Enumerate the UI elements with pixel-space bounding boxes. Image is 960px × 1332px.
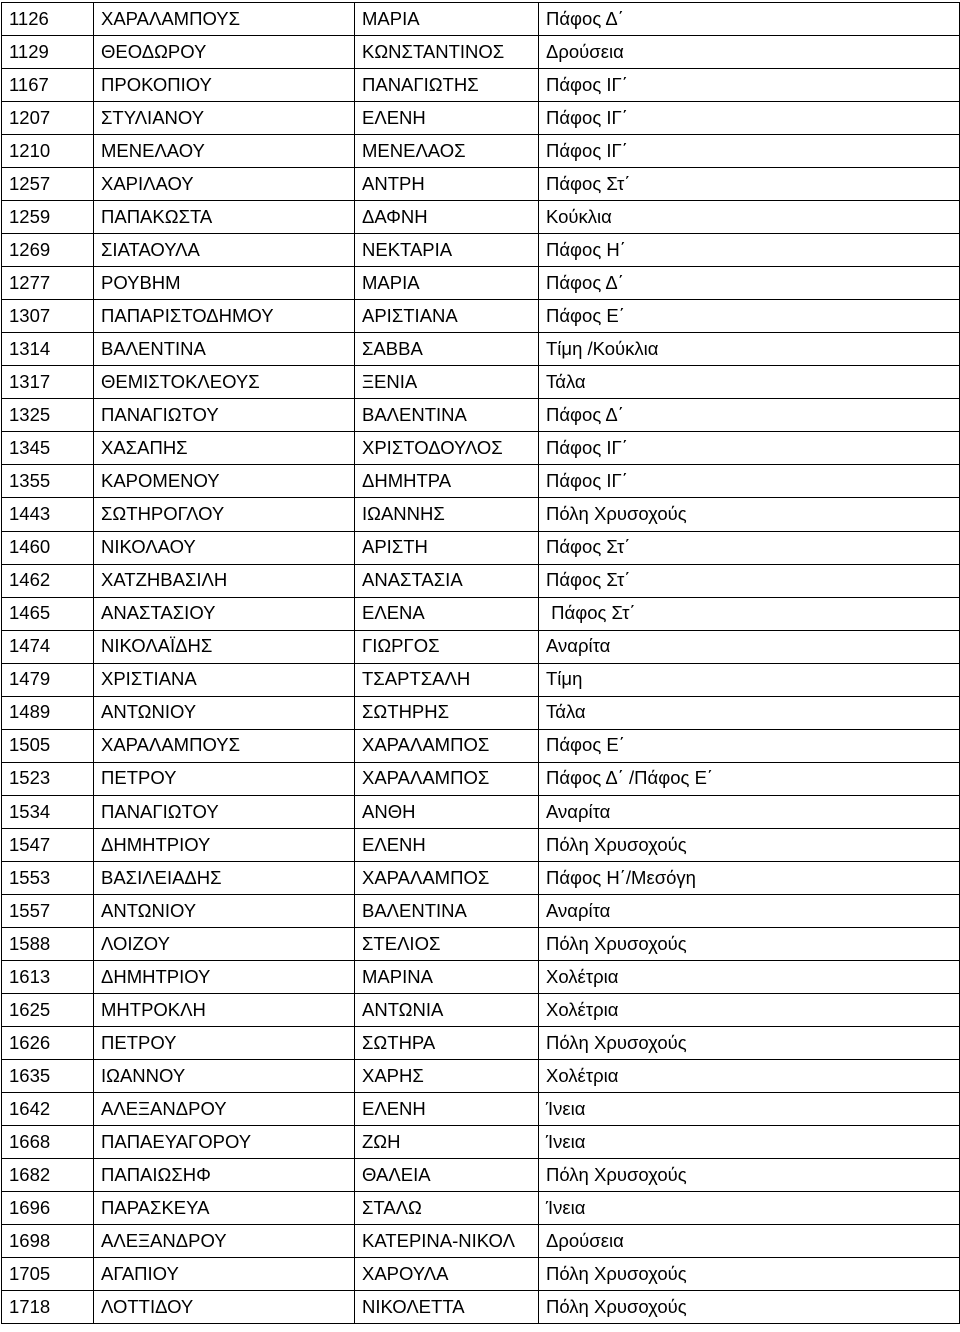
- surname-cell: ΠΑΠΑΙΩΣΗΦ: [94, 1159, 355, 1192]
- surname-cell: ΑΛΕΞΑΝΔΡΟΥ: [94, 1093, 355, 1126]
- first-name-cell: ΑΡΙΣΤΗ: [355, 531, 539, 564]
- surname-cell: ΑΝΤΩΝΙΟΥ: [94, 696, 355, 729]
- id-cell: 1705: [2, 1258, 94, 1291]
- id-cell: 1642: [2, 1093, 94, 1126]
- surname-cell: ΑΝΤΩΝΙΟΥ: [94, 894, 355, 927]
- table-row: [2, 1159, 960, 1192]
- id-cell: 1167: [2, 69, 94, 102]
- table-row: [2, 597, 960, 630]
- surname-cell: ΠΕΤΡΟΥ: [94, 762, 355, 795]
- first-name-cell: ΚΑΤΕΡΙΝΑ-ΝΙΚΟΛ: [355, 1225, 539, 1258]
- table-row: [2, 234, 960, 267]
- surname-cell: ΠΡΟΚΟΠΙΟΥ: [94, 69, 355, 102]
- area-cell: Δρούσεια: [539, 1225, 960, 1258]
- area-cell: Πάφος Η΄/Μεσόγη: [539, 861, 960, 894]
- table-row: [2, 1060, 960, 1093]
- id-cell: 1613: [2, 960, 94, 993]
- first-name-cell: ΒΑΛΕΝΤΙΝΑ: [355, 399, 539, 432]
- area-cell: Πάφος ΙΓ΄: [539, 102, 960, 135]
- area-cell: Πάφος Ε΄: [539, 300, 960, 333]
- area-cell: Πόλη Χρυσοχούς: [539, 498, 960, 531]
- id-cell: 1465: [2, 597, 94, 630]
- first-name-cell: ΙΩΑΝΝΗΣ: [355, 498, 539, 531]
- first-name-cell: ΚΩΝΣΤΑΝΤΙΝΟΣ: [355, 36, 539, 69]
- table-row: [2, 399, 960, 432]
- area-cell: Ίνεια: [539, 1093, 960, 1126]
- area-cell: Χολέτρια: [539, 960, 960, 993]
- surname-cell: ΧΑΤΖΗΒΑΣΙΛΗ: [94, 564, 355, 597]
- first-name-cell: ΧΑΡΗΣ: [355, 1060, 539, 1093]
- first-name-cell: ΜΑΡΙΑ: [355, 3, 539, 36]
- surname-cell: ΜΕΝΕΛΑΟΥ: [94, 135, 355, 168]
- area-cell: Πάφος Δ΄ /Πάφος Ε΄: [539, 762, 960, 795]
- id-cell: 1129: [2, 36, 94, 69]
- id-cell: 1345: [2, 432, 94, 465]
- first-name-cell: ΣΑΒΒΑ: [355, 333, 539, 366]
- surname-cell: ΧΑΡΑΛΑΜΠΟΥΣ: [94, 3, 355, 36]
- surname-cell: ΠΕΤΡΟΥ: [94, 1026, 355, 1059]
- area-cell: Πάφος Στ΄: [539, 531, 960, 564]
- id-cell: 1474: [2, 630, 94, 663]
- table-row: [2, 465, 960, 498]
- surname-cell: ΒΑΣΙΛΕΙΑΔΗΣ: [94, 861, 355, 894]
- id-cell: 1462: [2, 564, 94, 597]
- first-name-cell: ΣΩΤΗΡΑ: [355, 1026, 539, 1059]
- first-name-cell: ΝΕΚΤΑΡΙΑ: [355, 234, 539, 267]
- area-cell: Ίνεια: [539, 1126, 960, 1159]
- id-cell: 1557: [2, 894, 94, 927]
- id-cell: 1317: [2, 366, 94, 399]
- area-cell: Αναρίτα: [539, 894, 960, 927]
- surname-cell: ΣΙΑΤΑΟΥΛΑ: [94, 234, 355, 267]
- table-row: [2, 3, 960, 36]
- area-cell: Πόλη Χρυσοχούς: [539, 1258, 960, 1291]
- table-row: [2, 102, 960, 135]
- first-name-cell: ΝΙΚΟΛΕΤΤΑ: [355, 1291, 539, 1324]
- table-row: [2, 630, 960, 663]
- area-cell: Αναρίτα: [539, 630, 960, 663]
- first-name-cell: ΧΡΙΣΤΟΔΟΥΛΟΣ: [355, 432, 539, 465]
- surname-cell: ΑΝΑΣΤΑΣΙΟΥ: [94, 597, 355, 630]
- area-cell: Πάφος Δ΄: [539, 3, 960, 36]
- area-cell: Τίμη: [539, 663, 960, 696]
- table-row: [2, 531, 960, 564]
- surname-cell: ΠΑΠΑΕΥΑΓΟΡΟΥ: [94, 1126, 355, 1159]
- surname-cell: ΛΟΤΤΙΔΟΥ: [94, 1291, 355, 1324]
- surname-cell: ΧΡΙΣΤΙΑΝΑ: [94, 663, 355, 696]
- table-body: [2, 3, 960, 1324]
- table-row: [2, 333, 960, 366]
- surname-cell: ΘΕΟΔΩΡΟΥ: [94, 36, 355, 69]
- id-cell: 1523: [2, 762, 94, 795]
- first-name-cell: ΑΝΤΡΗ: [355, 168, 539, 201]
- surname-cell: ΚΑΡΟΜΕΝΟΥ: [94, 465, 355, 498]
- first-name-cell: ΕΛΕΝΗ: [355, 102, 539, 135]
- records-table: [1, 2, 960, 1324]
- first-name-cell: ΠΑΝΑΓΙΩΤΗΣ: [355, 69, 539, 102]
- area-cell: Πάφος ΙΓ΄: [539, 135, 960, 168]
- table-row: [2, 1258, 960, 1291]
- area-cell: Πάφος ΙΓ΄: [539, 432, 960, 465]
- area-cell: Πάφος Δ΄: [539, 267, 960, 300]
- table-row: [2, 267, 960, 300]
- first-name-cell: ΤΣΑΡΤΣΑΛΗ: [355, 663, 539, 696]
- table-row: [2, 1291, 960, 1324]
- id-cell: 1307: [2, 300, 94, 333]
- id-cell: 1547: [2, 828, 94, 861]
- table-row: [2, 564, 960, 597]
- area-cell: Δρούσεια: [539, 36, 960, 69]
- surname-cell: ΠΑΝΑΓΙΩΤΟΥ: [94, 795, 355, 828]
- area-cell: Πόλη Χρυσοχούς: [539, 927, 960, 960]
- id-cell: 1355: [2, 465, 94, 498]
- surname-cell: ΔΗΜΗΤΡΙΟΥ: [94, 960, 355, 993]
- surname-cell: ΘΕΜΙΣΤΟΚΛΕΟΥΣ: [94, 366, 355, 399]
- area-cell: Πάφος ΙΓ΄: [539, 465, 960, 498]
- first-name-cell: ΑΡΙΣΤΙΑΝΑ: [355, 300, 539, 333]
- area-cell: Πάφος Δ΄: [539, 399, 960, 432]
- id-cell: 1210: [2, 135, 94, 168]
- first-name-cell: ΞΕΝΙΑ: [355, 366, 539, 399]
- first-name-cell: ΣΤΑΛΩ: [355, 1192, 539, 1225]
- surname-cell: ΜΗΤΡΟΚΛΗ: [94, 993, 355, 1026]
- first-name-cell: ΧΑΡΑΛΑΜΠΟΣ: [355, 762, 539, 795]
- first-name-cell: ΑΝΑΣΤΑΣΙΑ: [355, 564, 539, 597]
- area-cell: Τίμη /Κούκλια: [539, 333, 960, 366]
- id-cell: 1325: [2, 399, 94, 432]
- first-name-cell: ΧΑΡΑΛΑΜΠΟΣ: [355, 729, 539, 762]
- table-row: [2, 366, 960, 399]
- id-cell: 1696: [2, 1192, 94, 1225]
- area-cell: Τάλα: [539, 366, 960, 399]
- id-cell: 1553: [2, 861, 94, 894]
- table-row: [2, 300, 960, 333]
- table-row: [2, 135, 960, 168]
- first-name-cell: ΜΑΡΙΑ: [355, 267, 539, 300]
- id-cell: 1668: [2, 1126, 94, 1159]
- surname-cell: ΑΛΕΞΑΝΔΡΟΥ: [94, 1225, 355, 1258]
- surname-cell: ΠΑΠΑΚΩΣΤΑ: [94, 201, 355, 234]
- surname-cell: ΧΑΡΑΛΑΜΠΟΥΣ: [94, 729, 355, 762]
- table-row: [2, 993, 960, 1026]
- first-name-cell: ΔΗΜΗΤΡΑ: [355, 465, 539, 498]
- first-name-cell: ΓΙΩΡΓΟΣ: [355, 630, 539, 663]
- surname-cell: ΙΩΑΝΝΟΥ: [94, 1060, 355, 1093]
- first-name-cell: ΣΤΕΛΙΟΣ: [355, 927, 539, 960]
- id-cell: 1269: [2, 234, 94, 267]
- id-cell: 1479: [2, 663, 94, 696]
- surname-cell: ΡΟΥΒΗΜ: [94, 267, 355, 300]
- first-name-cell: ΕΛΕΝΗ: [355, 828, 539, 861]
- area-cell: Πάφος Ε΄: [539, 729, 960, 762]
- table-row: [2, 1026, 960, 1059]
- area-cell: Πόλη Χρυσοχούς: [539, 828, 960, 861]
- id-cell: 1635: [2, 1060, 94, 1093]
- surname-cell: ΝΙΚΟΛΑΪΔΗΣ: [94, 630, 355, 663]
- table-row: [2, 1093, 960, 1126]
- area-cell: Χολέτρια: [539, 1060, 960, 1093]
- id-cell: 1505: [2, 729, 94, 762]
- table-row: [2, 927, 960, 960]
- area-cell: Πάφος Στ΄: [539, 564, 960, 597]
- table-row: [2, 1126, 960, 1159]
- surname-cell: ΛΟΙΖΟΥ: [94, 927, 355, 960]
- first-name-cell: ΔΑΦΝΗ: [355, 201, 539, 234]
- surname-cell: ΒΑΛΕΝΤΙΝΑ: [94, 333, 355, 366]
- surname-cell: ΑΓΑΠΙΟΥ: [94, 1258, 355, 1291]
- area-cell: Χολέτρια: [539, 993, 960, 1026]
- area-cell: Πόλη Χρυσοχούς: [539, 1026, 960, 1059]
- table-row: [2, 498, 960, 531]
- id-cell: 1207: [2, 102, 94, 135]
- first-name-cell: ΜΕΝΕΛΑΟΣ: [355, 135, 539, 168]
- id-cell: 1460: [2, 531, 94, 564]
- id-cell: 1257: [2, 168, 94, 201]
- area-cell: Τάλα: [539, 696, 960, 729]
- table-row: [2, 36, 960, 69]
- table-row: [2, 960, 960, 993]
- first-name-cell: ΘΑΛΕΙΑ: [355, 1159, 539, 1192]
- area-cell: Αναρίτα: [539, 795, 960, 828]
- first-name-cell: ΕΛΕΝΑ: [355, 597, 539, 630]
- first-name-cell: ΧΑΡΟΥΛΑ: [355, 1258, 539, 1291]
- table-row: [2, 69, 960, 102]
- surname-cell: ΝΙΚΟΛΑΟΥ: [94, 531, 355, 564]
- area-cell: Ίνεια: [539, 1192, 960, 1225]
- area-cell: Πάφος Στ΄: [539, 168, 960, 201]
- area-cell: Πόλη Χρυσοχούς: [539, 1159, 960, 1192]
- id-cell: 1626: [2, 1026, 94, 1059]
- id-cell: 1534: [2, 795, 94, 828]
- first-name-cell: ΕΛΕΝΗ: [355, 1093, 539, 1126]
- area-cell: Κούκλια: [539, 201, 960, 234]
- surname-cell: ΧΑΣΑΠΗΣ: [94, 432, 355, 465]
- area-cell: Πάφος ΙΓ΄: [539, 69, 960, 102]
- table-row: [2, 696, 960, 729]
- id-cell: 1588: [2, 927, 94, 960]
- surname-cell: ΧΑΡΙΛΑΟΥ: [94, 168, 355, 201]
- surname-cell: ΠΑΝΑΓΙΩΤΟΥ: [94, 399, 355, 432]
- surname-cell: ΣΩΤΗΡΟΓΛΟΥ: [94, 498, 355, 531]
- table-row: [2, 828, 960, 861]
- table-row: [2, 1225, 960, 1258]
- table-row: [2, 894, 960, 927]
- surname-cell: ΠΑΠΑΡΙΣΤΟΔΗΜΟΥ: [94, 300, 355, 333]
- table-row: [2, 201, 960, 234]
- id-cell: 1259: [2, 201, 94, 234]
- id-cell: 1698: [2, 1225, 94, 1258]
- surname-cell: ΔΗΜΗΤΡΙΟΥ: [94, 828, 355, 861]
- area-cell: Πάφος Η΄: [539, 234, 960, 267]
- id-cell: 1314: [2, 333, 94, 366]
- id-cell: 1625: [2, 993, 94, 1026]
- id-cell: 1718: [2, 1291, 94, 1324]
- table-row: [2, 795, 960, 828]
- id-cell: 1682: [2, 1159, 94, 1192]
- surname-cell: ΠΑΡΑΣΚΕΥΑ: [94, 1192, 355, 1225]
- id-cell: 1277: [2, 267, 94, 300]
- id-cell: 1126: [2, 3, 94, 36]
- table-row: [2, 432, 960, 465]
- table-row: [2, 663, 960, 696]
- first-name-cell: ΖΩΗ: [355, 1126, 539, 1159]
- table-row: [2, 861, 960, 894]
- area-cell: Πόλη Χρυσοχούς: [539, 1291, 960, 1324]
- table-row: [2, 168, 960, 201]
- table-row: [2, 762, 960, 795]
- first-name-cell: ΧΑΡΑΛΑΜΠΟΣ: [355, 861, 539, 894]
- id-cell: 1443: [2, 498, 94, 531]
- first-name-cell: ΒΑΛΕΝΤΙΝΑ: [355, 894, 539, 927]
- id-cell: 1489: [2, 696, 94, 729]
- area-cell: Πάφος Στ΄: [539, 597, 960, 630]
- first-name-cell: ΑΝΘΗ: [355, 795, 539, 828]
- first-name-cell: ΜΑΡΙΝΑ: [355, 960, 539, 993]
- first-name-cell: ΑΝΤΩΝΙΑ: [355, 993, 539, 1026]
- table-row: [2, 729, 960, 762]
- surname-cell: ΣΤΥΛΙΑΝΟΥ: [94, 102, 355, 135]
- table-row: [2, 1192, 960, 1225]
- first-name-cell: ΣΩΤΗΡΗΣ: [355, 696, 539, 729]
